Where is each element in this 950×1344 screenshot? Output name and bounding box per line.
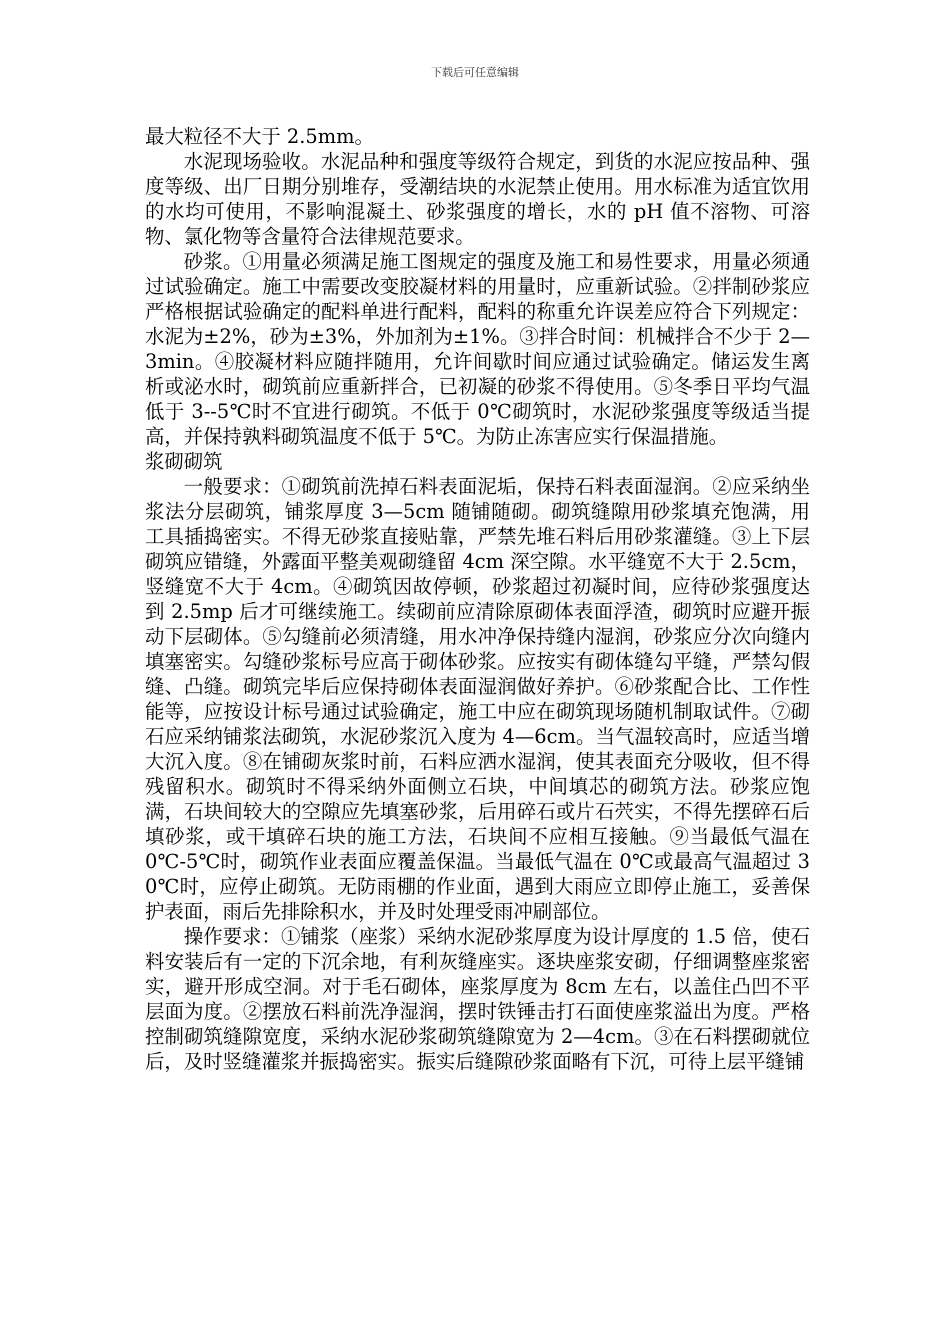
paragraph-general-requirements: 一般要求：①砌筑前洗掉石料表面泥垢，保持石料表面湿润。②应采纳坐浆法分层砌筑，铺浆厚度 3—5cm 随铺随砌。砌筑缝隙用砂浆填充饱满，用工具插捣密实。不得无砂浆直接贴靠，严禁先堆石料后用砂浆灌缝。③上下层砌筑应错缝，外露面平整美观砌缝留 4cm 深空隙。水平缝宽不大于 2.5cm，竖缝宽不大于 4cm。④砌筑因故停顿，砂浆超过初凝时间，应待砂浆强度达到 2.5mp 后才可继续施工。续砌前应清除原砌体表面浮渣，砌筑时应避开振动下层砌体。⑤勾缝前必须清缝，用水冲净保持缝内湿润，砂浆应分次向缝内填塞密实。勾缝砂浆标号应高于砌体砂浆。应按实有砌体缝勾平缝，严禁勾假缝、凸缝。砌筑完毕后应保持砌体表面湿润做好养护。⑥砂浆配合比、工作性能等，应按设计标号通过试验确定，施工中应在砌筑现场随机制取试件。⑦砌石应采纳铺浆法砌筑，水泥砂浆沉入度为 4—6cm。当气温较高时，应适当增大沉入度。⑧在铺砌灰浆时前，石料应洒水湿润，使其表面充分吸收，但不得残留积水。砌筑时不得采纳外面侧立石块，中间填芯的砌筑方法。砂浆应饱满，石块间较大的空隙应先填塞砂浆，后用碎石或片石茓实，不得先摆碎石后填砂浆，或干填碎石块的施工方法，石块间不应相互接触。⑨当最低气温在 0℃-5℃时，砌筑作业表面应覆盖保温。当最低气温在 0℃或最高气温超过 30℃时，应停止砌筑。无防雨棚的作业面，遇到大雨应立即停止施工，妥善保护表面，雨后先排除积水，并及时处理受雨冲刷部位。: [145, 475, 810, 923]
paragraph-max-particle-size: 最大粒径不大于 2.5mm。: [145, 125, 374, 148]
page-header: 下载后可任意编辑: [431, 66, 519, 79]
document-body: [145, 124, 810, 1074]
section-heading-masonry: 浆砌砌筑: [145, 450, 223, 473]
paragraph-cement-acceptance: 水泥现场验收。水泥品种和强度等级符合规定，到货的水泥应按品种、强度等级、出厂日期分别堆存，受潮结块的水泥禁止使用。用水标准为适宜饮用的水均可使用，不影响混凝土、砂浆强度的增长，水的 pH 值不溶物、可溶物、氯化物等含量符合法律规范要求。: [145, 150, 810, 248]
paragraph-mortar: 砂浆。①用量必须满足施工图规定的强度及施工和易性要求，用量必须通过试验确定。施工中需要改变胶凝材料的用量时，应重新试验。②拌制砂浆应严格根据试验确定的配料单进行配料，配料的称重允许误差应符合下列规定：水泥为±2%，砂为±3%，外加剂为±1%。③拌合时间：机械拌合不少于 2—3min。④胶凝材料应随拌随用，允许间歇时间应通过试验确定。储运发生离析或泌水时，砌筑前应重新拌合，已初凝的砂浆不得使用。⑤冬季日平均气温低于 3--5℃时不宜进行砌筑。不低于 0℃砌筑时，水泥砂浆强度等级适当提高，并保持孰料砌筑温度不低于 5℃。为防止冻害应实行保温措施。: [145, 250, 810, 448]
paragraph-operation-requirements: 操作要求：①铺浆（座浆）采纳水泥砂浆厚度为设计厚度的 1.5 倍，使石料安装后有一定的下沉余地，有利灰缝座实。逐块座浆安砌，仔细调整座浆密实，避开形成空洞。对于毛石砌体，座浆厚度为 8cm 左右，以盖住凸凹不平层面为度。②摆放石料前洗净湿润，摆时铁锤击打石面使座浆溢出为度。严格控制砌筑缝隙宽度，采纳水泥砂浆砌筑缝隙宽为 2—4cm。③在石料摆砌就位后，及时竖缝灌浆并振捣密实。振实后缝隙砂浆面略有下沉，可待上层平缝铺: [145, 925, 810, 1073]
